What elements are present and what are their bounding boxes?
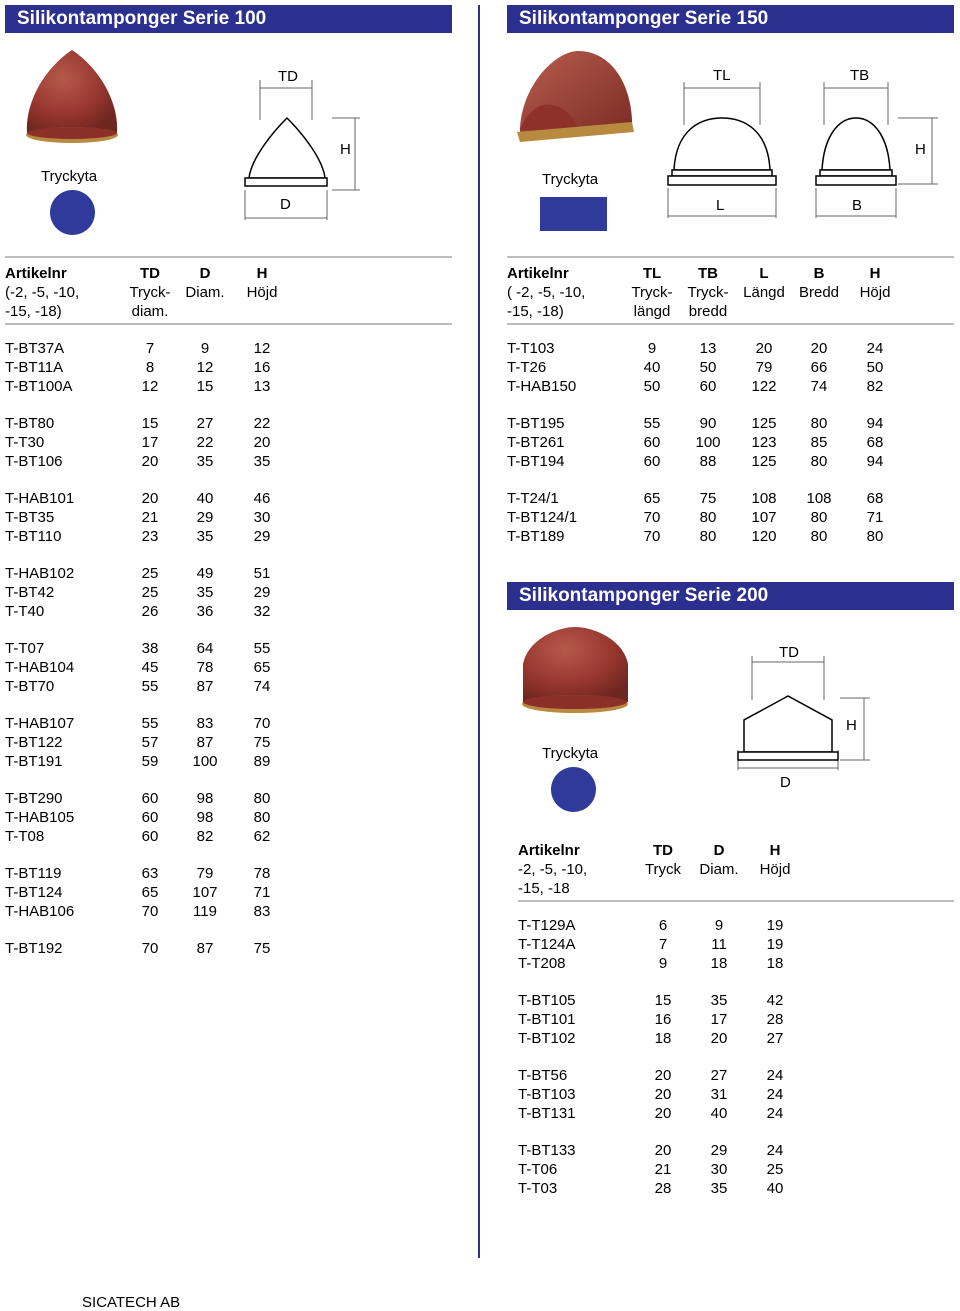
cell-value: 55 [141,715,159,732]
serie-150-header-l: L Längd [743,265,785,301]
cell-value: 62 [253,828,271,845]
cell-value: 40 [196,490,214,507]
cell-artikelnr: T-T129A [518,917,576,934]
cell-value: 35 [196,528,214,545]
cell-value: 28 [654,1180,672,1197]
table-row [5,752,445,771]
cell-value: 24 [766,1086,784,1103]
cell-value: 78 [196,659,214,676]
cell-value: 30 [710,1161,728,1178]
cell-artikelnr: T-BT101 [518,1011,576,1028]
cell-artikelnr: T-BT261 [507,434,565,451]
cell-value: 71 [253,884,271,901]
serie-100-tryckyta-label: Tryckyta [41,168,98,185]
cell-value: 78 [253,865,271,882]
cell-value: 25 [141,584,159,601]
table-row [5,508,445,527]
cell-artikelnr: T-T07 [5,640,45,657]
serie-100-header-artikelnr: Artikelnr (-2, -5, -10, -15, -18) [5,265,80,320]
cell-artikelnr: T-T24/1 [507,490,559,507]
cell-value: 108 [806,490,832,507]
table-row [507,377,947,396]
cell-value: 90 [699,415,717,432]
cell-value: 82 [866,378,884,395]
cell-value: 26 [141,603,159,620]
cell-value: 94 [866,453,884,470]
cell-value: 19 [766,917,784,934]
serie-150-dim-h: H [915,141,926,158]
serie-200-dim-d: D [780,774,791,791]
table-row [5,902,445,921]
cell-value: 50 [866,359,884,376]
table-row [5,414,445,433]
cell-value: 79 [196,865,214,882]
cell-artikelnr: T-BT103 [518,1086,576,1103]
cell-value: 20 [253,434,271,451]
cell-artikelnr: T-BT191 [5,753,63,770]
cell-value: 60 [643,453,661,470]
cell-value: 60 [141,809,159,826]
cell-value: 9 [200,340,210,357]
serie-150-tryckyta-swatch [540,197,607,231]
table-row [5,639,445,658]
serie-150-header-tl: TL Tryck- längd [631,265,673,320]
cell-value: 18 [710,955,728,972]
cell-value: 45 [141,659,159,676]
cell-value: 82 [196,828,214,845]
table-row [5,827,445,846]
cell-value: 66 [810,359,828,376]
table-row [5,677,445,696]
cell-value: 83 [196,715,214,732]
cell-value: 25 [766,1161,784,1178]
cell-value: 38 [141,640,159,657]
column-divider [478,5,480,1258]
cell-artikelnr: T-BT290 [5,790,63,807]
cell-value: 42 [766,992,784,1009]
table-row [5,339,445,358]
cell-value: 80 [699,528,717,545]
cell-value: 70 [253,715,271,732]
table-row [507,452,947,471]
cell-value: 75 [699,490,717,507]
cell-value: 16 [654,1011,672,1028]
table-row [5,489,445,508]
serie-200-title: Silikontamponger Serie 200 [507,582,954,610]
cell-value: 16 [253,359,271,376]
cell-value: 36 [196,603,214,620]
serie-150-tryckyta-label: Tryckyta [542,171,599,188]
cell-value: 87 [196,940,214,957]
cell-value: 68 [866,434,884,451]
cell-artikelnr: T-HAB102 [5,565,75,582]
cell-value: 80 [699,509,717,526]
cell-value: 11 [711,936,727,953]
cell-value: 24 [866,340,884,357]
serie-100-dim-h: H [340,141,351,158]
cell-value: 79 [755,359,773,376]
serie-100-header-td: TD Tryck- diam. [129,265,171,320]
cell-value: 125 [751,453,777,470]
cell-value: 9 [647,340,657,357]
cell-value: 18 [766,955,784,972]
cell-value: 89 [253,753,271,770]
serie-150-dim-tb: TB [850,67,870,84]
serie-150-dimension-diagram [660,70,940,220]
cell-value: 80 [810,509,828,526]
cell-value: 80 [253,790,271,807]
cell-value: 27 [196,415,214,432]
serie-150-header-tb: TB Tryck- bredd [687,265,729,320]
table-row [5,358,445,377]
cell-value: 17 [141,434,159,451]
cell-value: 29 [196,509,214,526]
serie-200-tryckyta-swatch [551,767,596,812]
cell-value: 20 [654,1105,672,1122]
serie-200-pad-image [518,624,633,719]
cell-value: 31 [710,1086,728,1103]
table-row [518,916,958,935]
serie-100-header-h: H Höjd [246,265,278,301]
cell-value: 107 [751,509,777,526]
serie-200-dimension-diagram [730,650,870,770]
serie-150-pad-image [512,48,637,143]
serie-100-header-rule-top [5,256,452,258]
table-row [507,358,947,377]
cell-value: 107 [192,884,218,901]
cell-artikelnr: T-BT122 [5,734,63,751]
cell-value: 20 [755,340,773,357]
serie-200-header-artikelnr: Artikelnr -2, -5, -10, -15, -18 [518,842,588,897]
serie-150-header-h: H Höjd [859,265,891,301]
cell-value: 65 [643,490,661,507]
cell-artikelnr: T-T103 [507,340,555,357]
table-row [5,789,445,808]
cell-value: 20 [141,453,159,470]
cell-value: 17 [710,1011,728,1028]
serie-200-header-d: D Diam. [699,842,739,878]
serie-100-header-rule-bottom [5,323,452,325]
cell-value: 29 [253,528,271,545]
cell-value: 55 [253,640,271,657]
cell-value: 13 [699,340,717,357]
cell-artikelnr: T-BT124 [5,884,63,901]
cell-value: 83 [253,903,271,920]
cell-value: 22 [196,434,214,451]
serie-100-dim-td: TD [278,68,298,85]
cell-artikelnr: T-BT100A [5,378,73,395]
cell-value: 80 [866,528,884,545]
table-row [5,583,445,602]
cell-value: 70 [141,940,159,957]
cell-artikelnr: T-HAB107 [5,715,75,732]
serie-200-header-td: TD Tryck [644,842,682,878]
cell-artikelnr: T-T30 [5,434,45,451]
serie-200-tryckyta-label: Tryckyta [542,745,599,762]
cell-value: 70 [643,528,661,545]
serie-100-pad-image [22,45,122,155]
cell-value: 64 [196,640,214,657]
cell-value: 40 [643,359,661,376]
cell-artikelnr: T-BT37A [5,340,65,357]
cell-artikelnr: T-BT80 [5,415,55,432]
cell-value: 65 [141,884,159,901]
cell-value: 23 [141,528,159,545]
table-row [5,433,445,452]
serie-150-dim-tl: TL [713,67,731,84]
cell-value: 15 [196,378,214,395]
table-row [5,808,445,827]
cell-value: 108 [751,490,777,507]
cell-value: 60 [699,378,717,395]
cell-value: 60 [141,790,159,807]
table-row [5,883,445,902]
cell-artikelnr: T-T40 [5,603,45,620]
cell-artikelnr: T-BT105 [518,992,576,1009]
cell-value: 80 [810,415,828,432]
cell-value: 60 [643,434,661,451]
cell-value: 74 [810,378,828,395]
cell-value: 46 [253,490,271,507]
serie-100-dim-d: D [280,196,291,213]
cell-value: 25 [141,565,159,582]
table-row [507,339,947,358]
cell-value: 24 [766,1105,784,1122]
cell-value: 20 [654,1067,672,1084]
cell-artikelnr: T-BT106 [5,453,63,470]
cell-value: 123 [751,434,777,451]
cell-artikelnr: T-T208 [518,955,566,972]
cell-value: 65 [253,659,271,676]
table-row [5,377,445,396]
table-row [518,991,958,1010]
cell-artikelnr: T-HAB105 [5,809,75,826]
cell-value: 63 [141,865,159,882]
serie-100-dimension-diagram [235,60,375,220]
cell-value: 49 [196,565,214,582]
cell-artikelnr: T-BT35 [5,509,55,526]
table-row [5,939,445,958]
cell-value: 21 [654,1161,672,1178]
cell-artikelnr: T-T08 [5,828,45,845]
table-row [5,602,445,621]
cell-value: 75 [253,940,271,957]
table-row [5,658,445,677]
cell-value: 80 [810,528,828,545]
cell-artikelnr: T-BT102 [518,1030,576,1047]
table-row [518,1010,958,1029]
cell-artikelnr: T-BT110 [5,528,62,545]
cell-value: 60 [141,828,159,845]
cell-value: 98 [196,790,214,807]
cell-value: 55 [141,678,159,695]
serie-100-title: Silikontamponger Serie 100 [5,5,452,33]
cell-value: 35 [710,992,728,1009]
cell-value: 74 [253,678,271,695]
table-row [507,527,947,546]
cell-artikelnr: T-BT194 [507,453,565,470]
cell-value: 20 [810,340,828,357]
cell-value: 70 [643,509,661,526]
cell-value: 32 [253,603,271,620]
table-row [518,1104,958,1123]
cell-value: 80 [253,809,271,826]
cell-artikelnr: T-BT131 [518,1105,576,1122]
table-row [518,1160,958,1179]
cell-value: 98 [196,809,214,826]
footer-company: SICATECH AB [82,1294,181,1311]
cell-artikelnr: T-BT124/1 [507,509,578,526]
cell-value: 100 [192,753,218,770]
cell-value: 13 [253,378,271,395]
cell-value: 87 [196,678,214,695]
table-row [507,508,947,527]
cell-value: 55 [643,415,661,432]
serie-150-header-rule-bottom [507,323,954,325]
table-row [507,414,947,433]
serie-200-header-h: H Höjd [759,842,791,878]
cell-value: 87 [196,734,214,751]
cell-value: 15 [141,415,159,432]
cell-value: 9 [658,955,668,972]
cell-value: 24 [766,1142,784,1159]
cell-value: 20 [654,1086,672,1103]
cell-artikelnr: T-T26 [507,359,547,376]
serie-200-header-rule-bottom [518,900,954,902]
cell-value: 125 [751,415,777,432]
cell-value: 24 [766,1067,784,1084]
cell-value: 7 [145,340,155,357]
cell-value: 29 [710,1142,728,1159]
cell-value: 8 [145,359,155,376]
cell-value: 21 [141,509,159,526]
cell-artikelnr: T-HAB150 [507,378,577,395]
serie-150-dim-l: L [716,197,725,214]
cell-value: 51 [253,565,271,582]
cell-value: 80 [810,453,828,470]
cell-value: 35 [253,453,271,470]
table-row [507,489,947,508]
cell-value: 70 [141,903,159,920]
table-row [518,1141,958,1160]
cell-artikelnr: T-HAB104 [5,659,75,676]
cell-value: 59 [141,753,159,770]
cell-artikelnr: T-BT70 [5,678,55,695]
cell-artikelnr: T-HAB101 [5,490,75,507]
serie-150-header-rule-top [507,256,954,258]
table-row [518,1066,958,1085]
cell-artikelnr: T-T06 [518,1161,558,1178]
cell-value: 40 [710,1105,728,1122]
cell-artikelnr: T-BT192 [5,940,63,957]
cell-value: 30 [253,509,271,526]
table-row [5,714,445,733]
table-row [518,1179,958,1198]
table-row [518,935,958,954]
cell-value: 19 [766,936,784,953]
cell-artikelnr: T-BT133 [518,1142,576,1159]
cell-value: 29 [253,584,271,601]
cell-value: 35 [710,1180,728,1197]
cell-value: 22 [253,415,271,432]
cell-value: 12 [253,340,271,357]
table-row [5,733,445,752]
serie-200-dim-td: TD [779,644,799,661]
cell-artikelnr: T-T03 [518,1180,558,1197]
cell-value: 94 [866,415,884,432]
table-row [5,452,445,471]
cell-value: 68 [866,490,884,507]
cell-artikelnr: T-BT56 [518,1067,568,1084]
cell-value: 20 [141,490,159,507]
cell-value: 6 [658,917,668,934]
cell-value: 122 [751,378,777,395]
serie-100-tryckyta-swatch [50,190,95,235]
cell-value: 28 [766,1011,784,1028]
table-row [518,954,958,973]
serie-100-header-d: D Diam. [185,265,225,301]
cell-value: 12 [141,378,159,395]
cell-value: 27 [710,1067,728,1084]
table-row [518,1029,958,1048]
cell-value: 120 [751,528,777,545]
cell-value: 71 [866,509,884,526]
table-row [5,864,445,883]
cell-value: 9 [714,917,724,934]
cell-value: 15 [654,992,672,1009]
cell-value: 35 [196,584,214,601]
cell-value: 7 [658,936,668,953]
serie-200-dim-h: H [846,717,857,734]
cell-artikelnr: T-BT42 [5,584,55,601]
cell-artikelnr: T-HAB106 [5,903,75,920]
cell-artikelnr: T-BT195 [507,415,565,432]
serie-150-title: Silikontamponger Serie 150 [507,5,954,33]
serie-150-header-b: B Bredd [798,265,840,301]
cell-value: 35 [196,453,214,470]
serie-150-header-artikelnr: Artikelnr ( -2, -5, -10, -15, -18) [507,265,586,320]
cell-value: 20 [710,1030,728,1047]
cell-value: 50 [699,359,717,376]
cell-artikelnr: T-BT189 [507,528,565,545]
cell-artikelnr: T-BT11A [5,359,64,376]
cell-value: 88 [699,453,717,470]
cell-value: 20 [654,1142,672,1159]
cell-artikelnr: T-BT119 [5,865,62,882]
cell-value: 18 [654,1030,672,1047]
table-row [518,1085,958,1104]
cell-value: 85 [810,434,828,451]
cell-value: 27 [766,1030,784,1047]
cell-value: 50 [643,378,661,395]
cell-value: 57 [141,734,159,751]
cell-value: 100 [695,434,721,451]
cell-value: 12 [196,359,214,376]
cell-value: 119 [193,903,217,920]
table-row [5,527,445,546]
serie-150-dim-b: B [852,197,863,214]
cell-value: 75 [253,734,271,751]
cell-artikelnr: T-T124A [518,936,576,953]
table-row [5,564,445,583]
cell-value: 40 [766,1180,784,1197]
table-row [507,433,947,452]
